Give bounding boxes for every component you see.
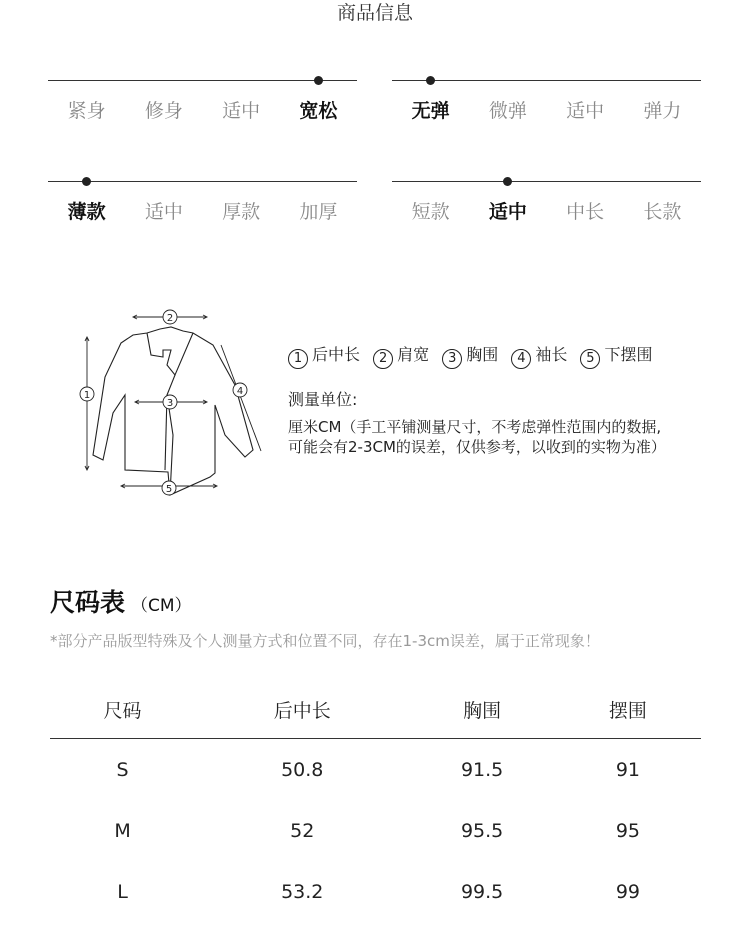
table-row [50, 861, 701, 922]
scale-selected-dot [314, 76, 323, 85]
column-header: 胸围 [409, 680, 554, 739]
table-cell: S [116, 758, 129, 781]
scale-option: 长款 [643, 201, 682, 223]
scale-line [48, 80, 357, 81]
sleeve-length-line [221, 345, 261, 451]
scale-line [48, 181, 357, 182]
legend-item-back-length: 1 后中长 [288, 345, 360, 364]
scale-option: 微弹 [488, 100, 527, 122]
table-row [50, 739, 701, 801]
scale-option: 修身 [144, 100, 183, 122]
size-table [50, 680, 701, 922]
measurement-legend [288, 342, 660, 369]
stretch-scale [392, 80, 701, 140]
legend-item-chest: 3 胸围 [442, 345, 498, 364]
scale-option: 适中 [566, 100, 605, 122]
scale-option: 薄款 [67, 201, 106, 223]
scale-option: 短款 [411, 201, 450, 223]
table-row [50, 800, 701, 861]
table-cell: 95 [615, 819, 641, 842]
table-cell: 91.5 [460, 758, 504, 781]
table-cell: 99 [615, 880, 641, 903]
scale-line [392, 181, 701, 182]
scale-option: 宽松 [299, 100, 338, 122]
legend-item-shoulder: 2 肩宽 [373, 345, 429, 364]
measurement-unit-label: 测量单位: [288, 390, 358, 409]
jacket-outline [93, 327, 253, 495]
column-header: 摆围 [555, 680, 701, 739]
table-header-row [50, 680, 701, 739]
table-cell: 99.5 [460, 880, 504, 903]
scale-option: 中长 [566, 201, 605, 223]
table-cell: 53.2 [281, 880, 324, 903]
table-cell: L [117, 880, 128, 903]
size-table-note: *部分产品版型特殊及个人测量方式和位置不同，存在1-3cm误差，属于正常现象！ [50, 632, 600, 650]
scale-option: 弹力 [643, 100, 682, 122]
diagram-label-5: 5 [165, 484, 173, 495]
table-cell: M [114, 819, 131, 842]
scale-option: 适中 [144, 201, 183, 223]
column-header: 尺码 [50, 680, 195, 739]
scale-selected-dot [503, 177, 512, 186]
jacket-measurement-diagram [75, 305, 270, 500]
collar-lapel [147, 333, 193, 375]
table-cell: 52 [290, 819, 315, 842]
diagram-label-2: 2 [166, 313, 174, 324]
thickness-scale [48, 181, 357, 241]
diagram-label-3: 3 [166, 398, 174, 409]
legend-item-sleeve: 4 袖长 [511, 345, 567, 364]
diagram-label-1: 1 [83, 390, 91, 401]
table-cell: 91 [615, 758, 641, 781]
table-cell: 50.8 [281, 758, 324, 781]
length-scale [392, 181, 701, 241]
scale-selected-dot [82, 177, 91, 186]
scale-line [392, 80, 701, 81]
scale-selected-dot [426, 76, 435, 85]
scale-option: 适中 [488, 201, 527, 223]
scale-option: 厚款 [222, 201, 261, 223]
table-cell: 95.5 [460, 819, 504, 842]
measurement-unit-description: 厘米CM（手工平铺测量尺寸，不考虑弹性范围内的数据, 可能会有2-3CM的误差，仅供参考，以收到的实物为准） [288, 418, 666, 456]
fit-scale [48, 80, 357, 140]
column-header: 后中长 [195, 680, 409, 739]
diagram-label-4: 4 [236, 386, 244, 397]
scale-option: 适中 [222, 100, 261, 122]
scale-option: 紧身 [67, 100, 106, 122]
legend-item-hem: 5 下摆围 [580, 345, 652, 364]
page-title: 商品信息 [336, 2, 413, 24]
size-table-title: 尺码表 （CM） [50, 588, 192, 617]
scale-option: 加厚 [299, 201, 338, 223]
scale-option: 无弹 [411, 100, 450, 122]
